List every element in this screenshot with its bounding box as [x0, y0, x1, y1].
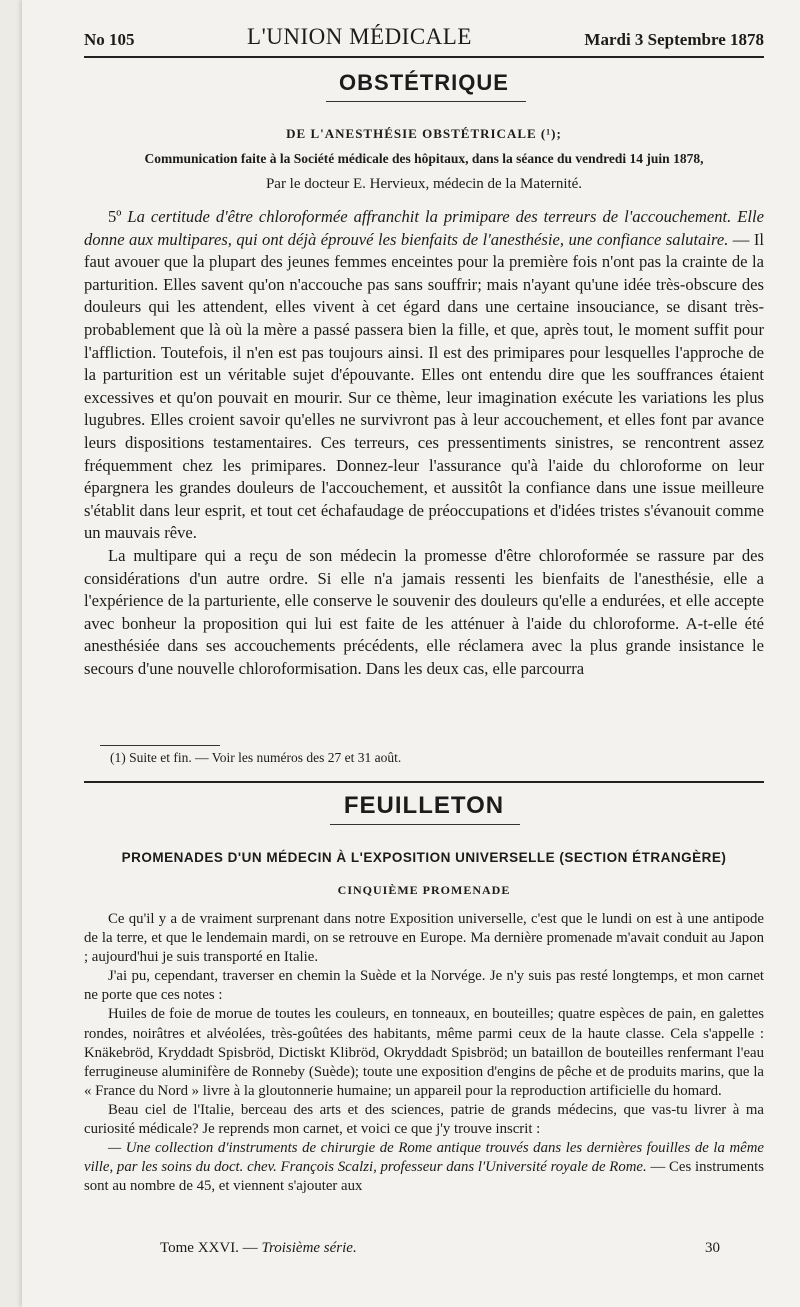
section-title-feuilleton: FEUILLETON [343, 792, 505, 819]
volume-info [160, 1240, 357, 1257]
collection-heading: — Une collection d'instruments de chirurgie de Rome antique trouvés dans les dernières fouilles de la même ville, par les soins du doct. chev. François Scalzi, professeur dans l'Université royale de Rome. [84, 1140, 764, 1176]
serie-label: Troisième série. [261, 1240, 357, 1256]
issue-date: Mardi 3 Septembre 1878 [584, 30, 764, 49]
footnote-rule [100, 745, 220, 746]
page-header [84, 14, 764, 50]
feuilleton-paragraph: Beau ciel de l'Italie, berceau des arts et des sciences, patrie de grands médecins, que vas-tu livrer à ma curiosité médicale? Je reprends mon carnet, et voici ce que j'y trouve inscrit : [84, 1101, 764, 1138]
article-paragraph [84, 206, 764, 545]
journal-title: L'UNION MÉDICALE [247, 24, 472, 49]
feuilleton-paragraph: Ce qu'il y a de vraiment surprenant dans notre Exposition universelle, c'est que le lundi on est à une antipode de la terre, et que le lendemain mardi, on se retrouve en Europe. Ma dernière promenade m'avait conduit au Japon ; aujourd'hui je suis transporté en Italie. [84, 911, 764, 966]
article-body [84, 206, 764, 680]
page-footer [160, 1240, 720, 1257]
paragraph-number: 5º [108, 207, 128, 226]
communication-line: Communication faite à la Société médicale des hôpitaux, dans la séance du vendredi 14 juin 1878, [144, 151, 704, 166]
feuilleton-paragraph [84, 1139, 764, 1196]
feuilleton-subtitle: CINQUIÈME PROMENADE [337, 883, 511, 897]
issue-number: No 105 [84, 30, 135, 49]
feuilleton-rule [84, 781, 764, 783]
article-title: DE L'ANESTHÉSIE OBSTÉTRICALE (¹); [286, 126, 562, 141]
article-paragraph: La multipare qui a reçu de son médecin la promesse d'être chloroformée se rassure par des considérations d'un autre ordre. Si elle n'a jamais ressenti les bienfaits de l'anesthésie, elle a l'expérience de la parturiente, elle conserve le souvenir des douleurs qu'elle a endurées, et elle accepte avec bonheur la proposition qui lui est faite de les atténuer à l'aide du chloroforme. A-t-elle été anesthésiée dans ses accouchements précédents, elle réclamera avec la plus grande insistance le secours d'une nouvelle chloroformisation. Dans les deux cas, elle parcourra [84, 545, 764, 678]
author-line: Par le docteur E. Hervieux, médecin de la Maternité. [265, 176, 583, 192]
section-underline [326, 101, 526, 102]
page-number: 30 [705, 1240, 720, 1256]
collection-text: — Ces instruments sont au nombre de 45, et viennent s'ajouter aux [84, 1159, 765, 1195]
feuilleton-body [84, 910, 764, 1196]
section-title-obstetrique: OBSTÉTRIQUE [339, 70, 509, 95]
paragraph-text: — Il faut avouer que la plupart des jeunes femmes enceintes pour la première fois n'ont pas la crainte de la parturition. Elles savent qu'on n'accouche pas sans souffrir; mais n'ayant qu'une idée très-obscure des douleurs qui les attendent, elles vivent à cet égard dans une certaine insouciance, se disant très-probablement que là où la mère a passé passera bien la fille, et que, après tout, le moment suffit pour l'affliction. Toutefois, il n'en est pas toujours ainsi. Il est des primipares pour lesquelles l'approche de la parturition est un véritable sujet d'épouvante. Elles ont entendu dire que les souffrances étaient excessives et qu'on pouvait en mourir. Sur ce thème, leur imagination exécute les variations les plus lugubres. Elles croient savoir qu'elles ne survivront pas à leur accouchement, et elles font par avance leurs dispositions testamentaires. Ces terreurs, ces pressentiments sinistres, se rencontrent assez fréquemment chez les primipares. Donnez-leur l'assurance qu'à l'aide du chloroforme on leur épargnera les grandes douleurs de l'accouchement, et aussitôt la confiance dans une issue meilleure s'établit dans leur esprit, et tout cet échafaudage de préoccupations et d'idées tristes s'évanouit comme un mauvais rêve. [84, 229, 764, 543]
feuilleton-paragraph: J'ai pu, cependant, traverser en chemin la Suède et la Norvége. Je n'y suis pas resté longtemps, et mon carnet ne porte que ces notes : [84, 968, 764, 1004]
paragraph-thesis: La certitude d'être chloroformée affranchit la primipare des terreurs de l'accouchement. Elle donne aux multipares, qui ont déjà éprouvé les bienfaits de l'anesthésie, une confiance salutaire. [84, 207, 764, 249]
feuilleton-title: PROMENADES D'UN MÉDECIN À L'EXPOSITION UNIVERSELLE (SECTION ÉTRANGÈRE) [121, 850, 727, 865]
tome-label: Tome XXVI. — [160, 1240, 262, 1256]
feuilleton-underline [330, 824, 520, 825]
feuilleton-paragraph: Huiles de foie de morue de toutes les couleurs, en tonneaux, en bouteilles; quatre espèces de pain, en galettes rondes, noirâtres et alvéolées, très-goûtées des habitants, même parmi ceux de la haute classe. Cela s'appelle : Knäkebröd, Kryddadt Spisbröd, Dictiskt Klibröd, Okryddadt Spisbröd; un bataillon de bouteilles renfermant l'eau ferrugineuse aluminifère de Ronneby (Suède); toute une exposition d'engins de pêche et de produits marins, que la « France du Nord » livre à la gloutonnerie humaine; un appareil pour la reproduction artificielle du homard. [84, 1006, 764, 1099]
footnote: (1) Suite et fin. — Voir les numéros des 27 et 31 août. [110, 750, 402, 765]
header-rule [84, 56, 764, 58]
